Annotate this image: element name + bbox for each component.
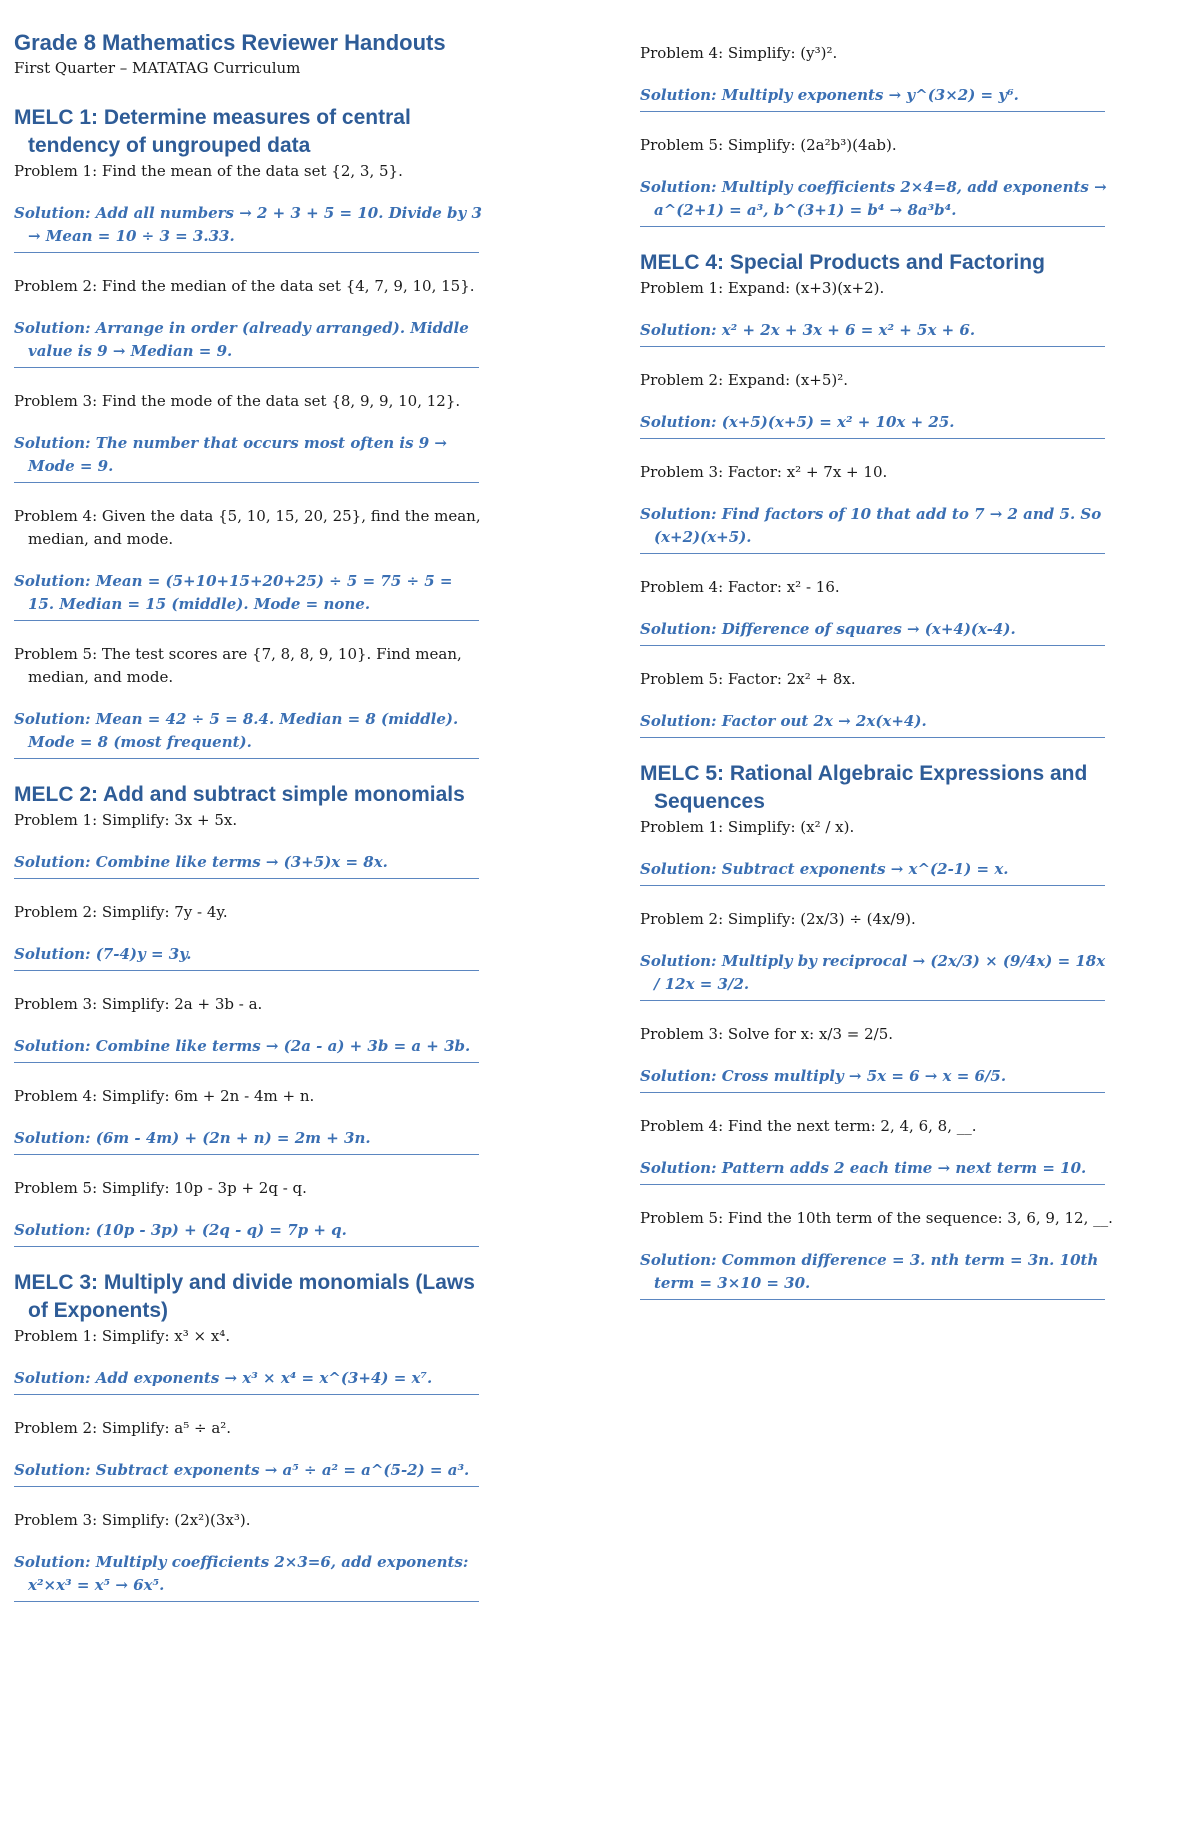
melc-section: [640, 760, 1180, 1300]
solution-text: Solution: The number that occurs most often is 9 → Mode = 9.: [14, 434, 447, 475]
melc-section: [14, 1269, 484, 1602]
document-subtitle: First Quarter – MATATAG Curriculum: [14, 59, 301, 77]
solution-text: Solution: (7-4)y = 3y.: [14, 945, 192, 963]
solution-divider: [640, 885, 1105, 886]
problem-block: [640, 134, 1180, 227]
solution-divider: [14, 1246, 479, 1247]
solution-divider: [14, 1062, 479, 1063]
solution-text: Solution: Common difference = 3. nth term = 3n. 10th term = 3×10 = 30.: [640, 1251, 1099, 1292]
problem-block: [640, 908, 1180, 1001]
problem-block: [14, 1085, 484, 1155]
solution-divider: [640, 346, 1105, 347]
problem-text: Problem 2: Expand: (x+5)².: [640, 371, 849, 389]
melc-heading: MELC 1: Determine measures of central tendency of ungrouped data: [14, 106, 411, 157]
solution-text: Solution: Mean = (5+10+15+20+25) ÷ 5 = 75 ÷ 5 = 15. Median = 15 (middle). Mode = none.: [14, 572, 453, 613]
right-sections: [640, 42, 1180, 1300]
melc-section: [14, 104, 484, 759]
problem-text: Problem 5: Simplify: (2a²b³)(4ab).: [640, 136, 897, 154]
problem-block: [14, 1325, 484, 1395]
solution-divider: [14, 878, 479, 879]
solution-divider: [14, 252, 479, 253]
problem-block: [640, 369, 1180, 439]
solution-text: Solution: Multiply by reciprocal → (2x/3) × (9/4x) = 18x / 12x = 3/2.: [640, 952, 1106, 993]
solution-divider: [14, 1486, 479, 1487]
melc-heading: MELC 5: Rational Algebraic Expressions and Sequences: [640, 762, 1088, 813]
problem-block: [14, 505, 484, 621]
solution-divider: [14, 620, 479, 621]
melc-heading: MELC 3: Multiply and divide monomials (Laws of Exponents): [14, 1271, 475, 1322]
melc-section: [640, 249, 1180, 738]
problem-text: Problem 4: Simplify: 6m + 2n - 4m + n.: [14, 1087, 315, 1105]
solution-text: Solution: Factor out 2x → 2x(x+4).: [640, 712, 927, 730]
problem-text: Problem 1: Simplify: x³ × x⁴.: [14, 1327, 231, 1345]
solution-divider: [640, 438, 1105, 439]
problem-block: [640, 42, 1180, 112]
problem-block: [14, 993, 484, 1063]
melc-section: [640, 42, 1180, 227]
solution-divider: [14, 758, 479, 759]
problem-text: Problem 4: Find the next term: 2, 4, 6, 8, __.: [640, 1117, 977, 1135]
problem-text: Problem 4: Factor: x² - 16.: [640, 578, 840, 596]
problem-block: [14, 390, 484, 483]
solution-text: Solution: Multiply exponents → y^(3×2) = y⁶.: [640, 86, 1019, 104]
solution-divider: [640, 645, 1105, 646]
solution-text: Solution: (x+5)(x+5) = x² + 10x + 25.: [640, 413, 955, 431]
problem-text: Problem 5: Simplify: 10p - 3p + 2q - q.: [14, 1179, 307, 1197]
solution-text: Solution: Subtract exponents → x^(2-1) = x.: [640, 860, 1009, 878]
problem-block: [14, 1417, 484, 1487]
solution-text: Solution: x² + 2x + 3x + 6 = x² + 5x + 6.: [640, 321, 976, 339]
solution-text: Solution: Combine like terms → (3+5)x = 8x.: [14, 853, 388, 871]
melc-heading: MELC 2: Add and subtract simple monomials: [14, 783, 465, 806]
problem-text: Problem 2: Simplify: a⁵ ÷ a².: [14, 1419, 232, 1437]
solution-divider: [14, 367, 479, 368]
melc-heading: MELC 4: Special Products and Factoring: [640, 251, 1045, 274]
problem-block: [640, 1115, 1180, 1185]
problem-text: Problem 3: Simplify: 2a + 3b - a.: [14, 995, 263, 1013]
solution-divider: [640, 1000, 1105, 1001]
problem-block: [14, 160, 484, 253]
solution-text: Solution: Combine like terms → (2a - a) + 3b = a + 3b.: [14, 1037, 471, 1055]
solution-text: Solution: (10p - 3p) + (2q - q) = 7p + q.: [14, 1221, 347, 1239]
problem-text: Problem 2: Simplify: (2x/3) ÷ (4x/9).: [640, 910, 916, 928]
solution-text: Solution: Multiply coefficients 2×3=6, add exponents: x²×x³ = x⁵ → 6x⁵.: [14, 1553, 469, 1594]
problem-text: Problem 4: Simplify: (y³)².: [640, 44, 838, 62]
solution-divider: [14, 1154, 479, 1155]
right-column: [640, 42, 1180, 1322]
problem-block: [640, 816, 1180, 886]
problem-block: [14, 1509, 484, 1602]
problem-text: Problem 3: Solve for x: x/3 = 2/5.: [640, 1025, 894, 1043]
solution-text: Solution: Add exponents → x³ × x⁴ = x^(3+4) = x⁷.: [14, 1369, 433, 1387]
solution-text: Solution: Mean = 42 ÷ 5 = 8.4. Median = 8 (middle). Mode = 8 (most frequent).: [14, 710, 459, 751]
problem-block: [640, 1023, 1180, 1093]
solution-divider: [14, 1394, 479, 1395]
problem-block: [640, 668, 1180, 738]
problem-text: Problem 1: Find the mean of the data set {2, 3, 5}.: [14, 162, 403, 180]
problem-text: Problem 1: Simplify: 3x + 5x.: [14, 811, 238, 829]
problem-text: Problem 1: Simplify: (x² / x).: [640, 818, 855, 836]
solution-text: Solution: Find factors of 10 that add to 7 → 2 and 5. So (x+2)(x+5).: [640, 505, 1102, 546]
problem-text: Problem 3: Factor: x² + 7x + 10.: [640, 463, 888, 481]
solution-divider: [640, 1092, 1105, 1093]
solution-text: Solution: Subtract exponents → a⁵ ÷ a² = a^(5-2) = a³.: [14, 1461, 470, 1479]
solution-text: Solution: Multiply coefficients 2×4=8, add exponents → a^(2+1) = a³, b^(3+1) = b⁴ → 8a³b⁴.: [640, 178, 1107, 219]
problem-text: Problem 3: Find the mode of the data set {8, 9, 9, 10, 12}.: [14, 392, 461, 410]
problem-text: Problem 5: The test scores are {7, 8, 8, 9, 10}. Find mean, median, and mode.: [14, 645, 462, 686]
solution-text: Solution: (6m - 4m) + (2n + n) = 2m + 3n.: [14, 1129, 371, 1147]
problem-block: [14, 643, 484, 759]
problem-text: Problem 3: Simplify: (2x²)(3x³).: [14, 1511, 251, 1529]
solution-divider: [14, 970, 479, 971]
problem-block: [640, 461, 1180, 554]
problem-block: [14, 1177, 484, 1247]
problem-text: Problem 5: Factor: 2x² + 8x.: [640, 670, 856, 688]
solution-divider: [640, 553, 1105, 554]
solution-text: Solution: Difference of squares → (x+4)(x-4).: [640, 620, 1016, 638]
solution-divider: [640, 737, 1105, 738]
problem-block: [14, 809, 484, 879]
melc-section: [14, 781, 484, 1247]
problem-text: Problem 2: Find the median of the data set {4, 7, 9, 10, 15}.: [14, 277, 475, 295]
solution-divider: [14, 482, 479, 483]
solution-divider: [640, 111, 1105, 112]
left-column: [14, 30, 484, 1624]
left-sections: [14, 104, 484, 1602]
problem-text: Problem 4: Given the data {5, 10, 15, 20, 25}, find the mean, median, and mode.: [14, 507, 481, 548]
problem-block: [640, 277, 1180, 347]
problem-block: [640, 1207, 1180, 1300]
problem-block: [14, 901, 484, 971]
problem-text: Problem 5: Find the 10th term of the sequence: 3, 6, 9, 12, __.: [640, 1209, 1113, 1227]
solution-text: Solution: Arrange in order (already arranged). Middle value is 9 → Median = 9.: [14, 319, 469, 360]
solution-divider: [640, 226, 1105, 227]
document-title: Grade 8 Mathematics Reviewer Handouts: [14, 30, 446, 55]
problem-block: [640, 576, 1180, 646]
solution-divider: [14, 1601, 479, 1602]
problem-block: [14, 275, 484, 368]
solution-text: Solution: Cross multiply → 5x = 6 → x = 6/5.: [640, 1067, 1007, 1085]
solution-text: Solution: Add all numbers → 2 + 3 + 5 = 10. Divide by 3 → Mean = 10 ÷ 3 = 3.33.: [14, 204, 482, 245]
solution-divider: [640, 1299, 1105, 1300]
problem-text: Problem 2: Simplify: 7y - 4y.: [14, 903, 228, 921]
solution-divider: [640, 1184, 1105, 1185]
problem-text: Problem 1: Expand: (x+3)(x+2).: [640, 279, 885, 297]
solution-text: Solution: Pattern adds 2 each time → next term = 10.: [640, 1159, 1087, 1177]
